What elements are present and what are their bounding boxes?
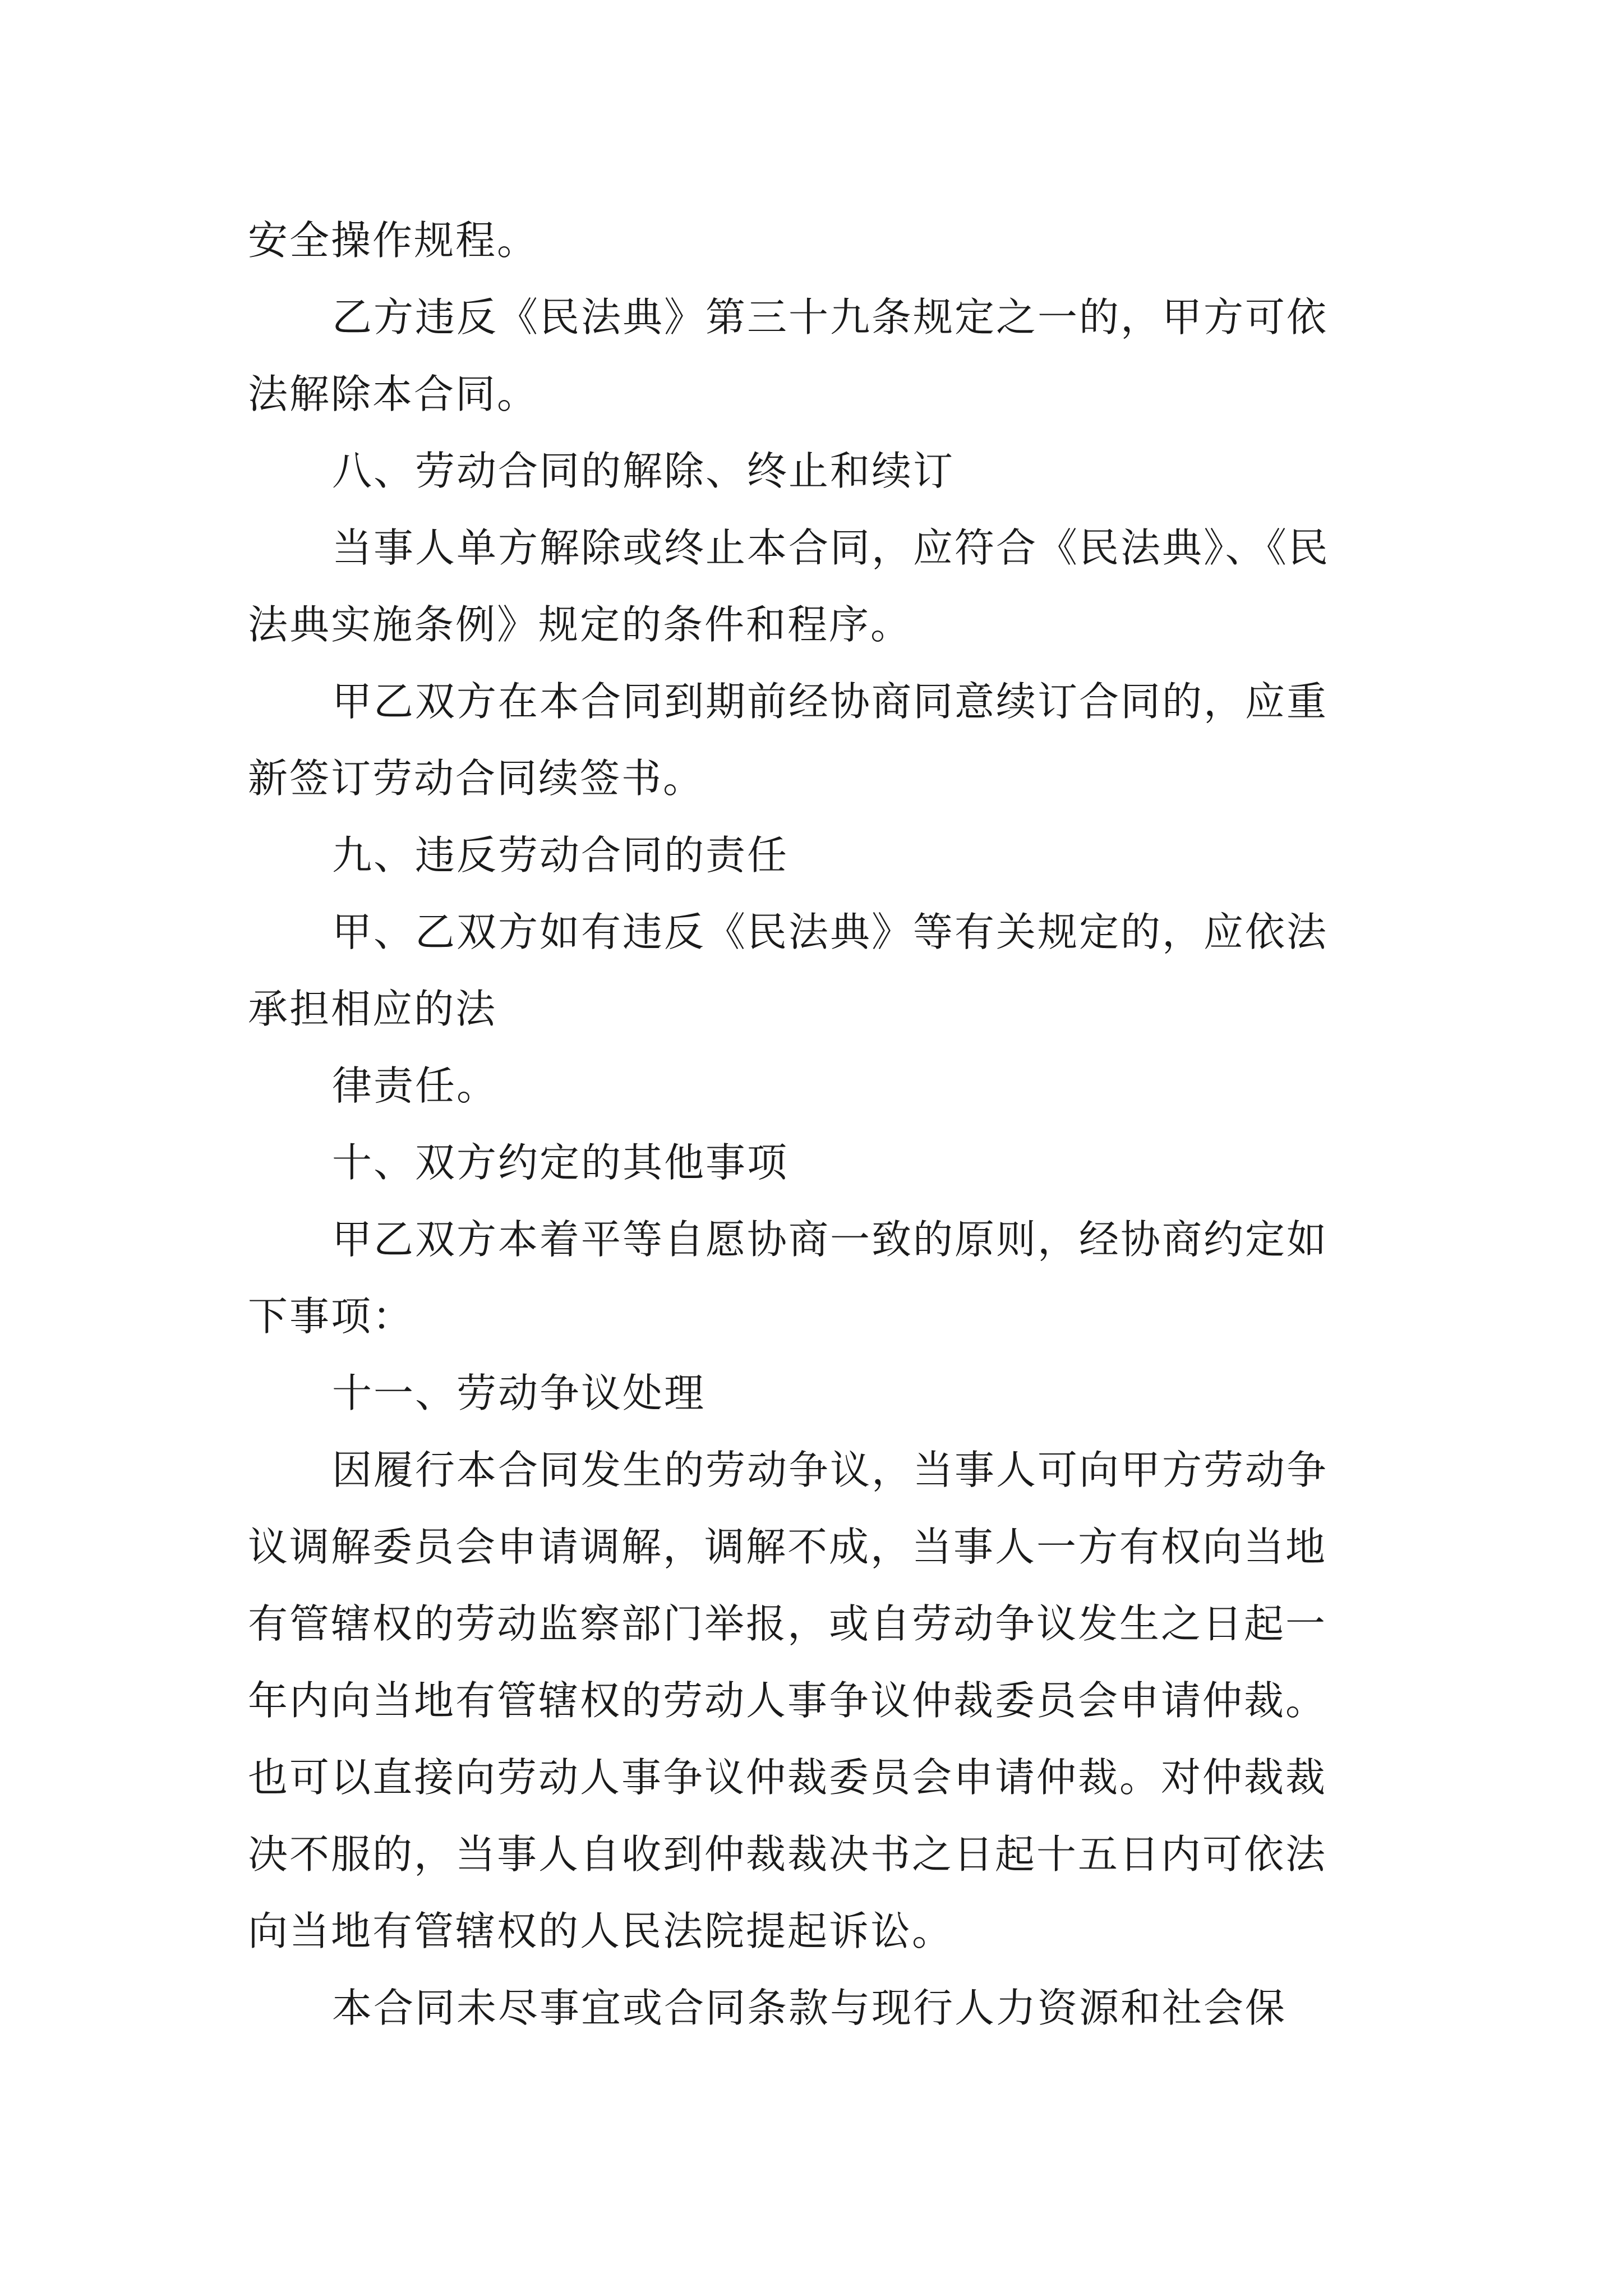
- section-heading-11: 十一、劳动争议处理: [332, 1370, 706, 1416]
- text-line: 也可以直接向劳动人事争议仲裁委员会申请仲裁。对仲裁裁: [248, 1754, 1327, 1801]
- section-heading-8: 八、劳动合同的解除、终止和续订: [332, 448, 955, 494]
- text-line: 议调解委员会申请调解，调解不成，当事人一方有权向当地: [248, 1524, 1327, 1570]
- text-line: 乙方违反《民法典》第三十九条规定之一的，甲方可依: [332, 294, 1329, 341]
- text-line: 安全操作规程。: [248, 217, 539, 264]
- section-heading-10: 十、双方约定的其他事项: [332, 1139, 789, 1186]
- text-line: 甲、乙双方如有违反《民法典》等有关规定的，应依法: [332, 909, 1329, 955]
- text-line: 决不服的，当事人自收到仲裁裁决书之日起十五日内可依法: [248, 1831, 1327, 1878]
- text-line: 承担相应的法: [248, 986, 497, 1032]
- section-heading-9: 九、违反劳动合同的责任: [332, 832, 789, 878]
- text-line: 有管辖权的劳动监察部门举报，或自劳动争议发生之日起一: [248, 1600, 1327, 1647]
- text-line: 下事项：: [248, 1293, 414, 1340]
- text-line: 向当地有管辖权的人民法院提起诉讼。: [248, 1908, 954, 1954]
- text-line: 律责任。: [332, 1062, 499, 1109]
- text-line: 当事人单方解除或终止本合同，应符合《民法典》、《民: [332, 524, 1330, 571]
- text-line: 年内向当地有管辖权的劳动人事争议仲裁委员会申请仲裁。: [248, 1677, 1327, 1724]
- text-line: 法解除本合同。: [248, 371, 539, 417]
- contract-text-body: [248, 202, 1386, 2046]
- text-line: 甲乙双方在本合同到期前经协商同意续订合同的，应重: [332, 678, 1329, 725]
- text-line: 法典实施条例》规定的条件和程序。: [248, 601, 912, 648]
- text-line: 因履行本合同发生的劳动争议，当事人可向甲方劳动争: [332, 1447, 1329, 1493]
- text-line: 新签订劳动合同续签书。: [248, 755, 705, 802]
- text-line: 甲乙双方本着平等自愿协商一致的原则，经协商约定如: [332, 1216, 1329, 1263]
- text-line: 本合同未尽事宜或合同条款与现行人力资源和社会保: [332, 1985, 1287, 2031]
